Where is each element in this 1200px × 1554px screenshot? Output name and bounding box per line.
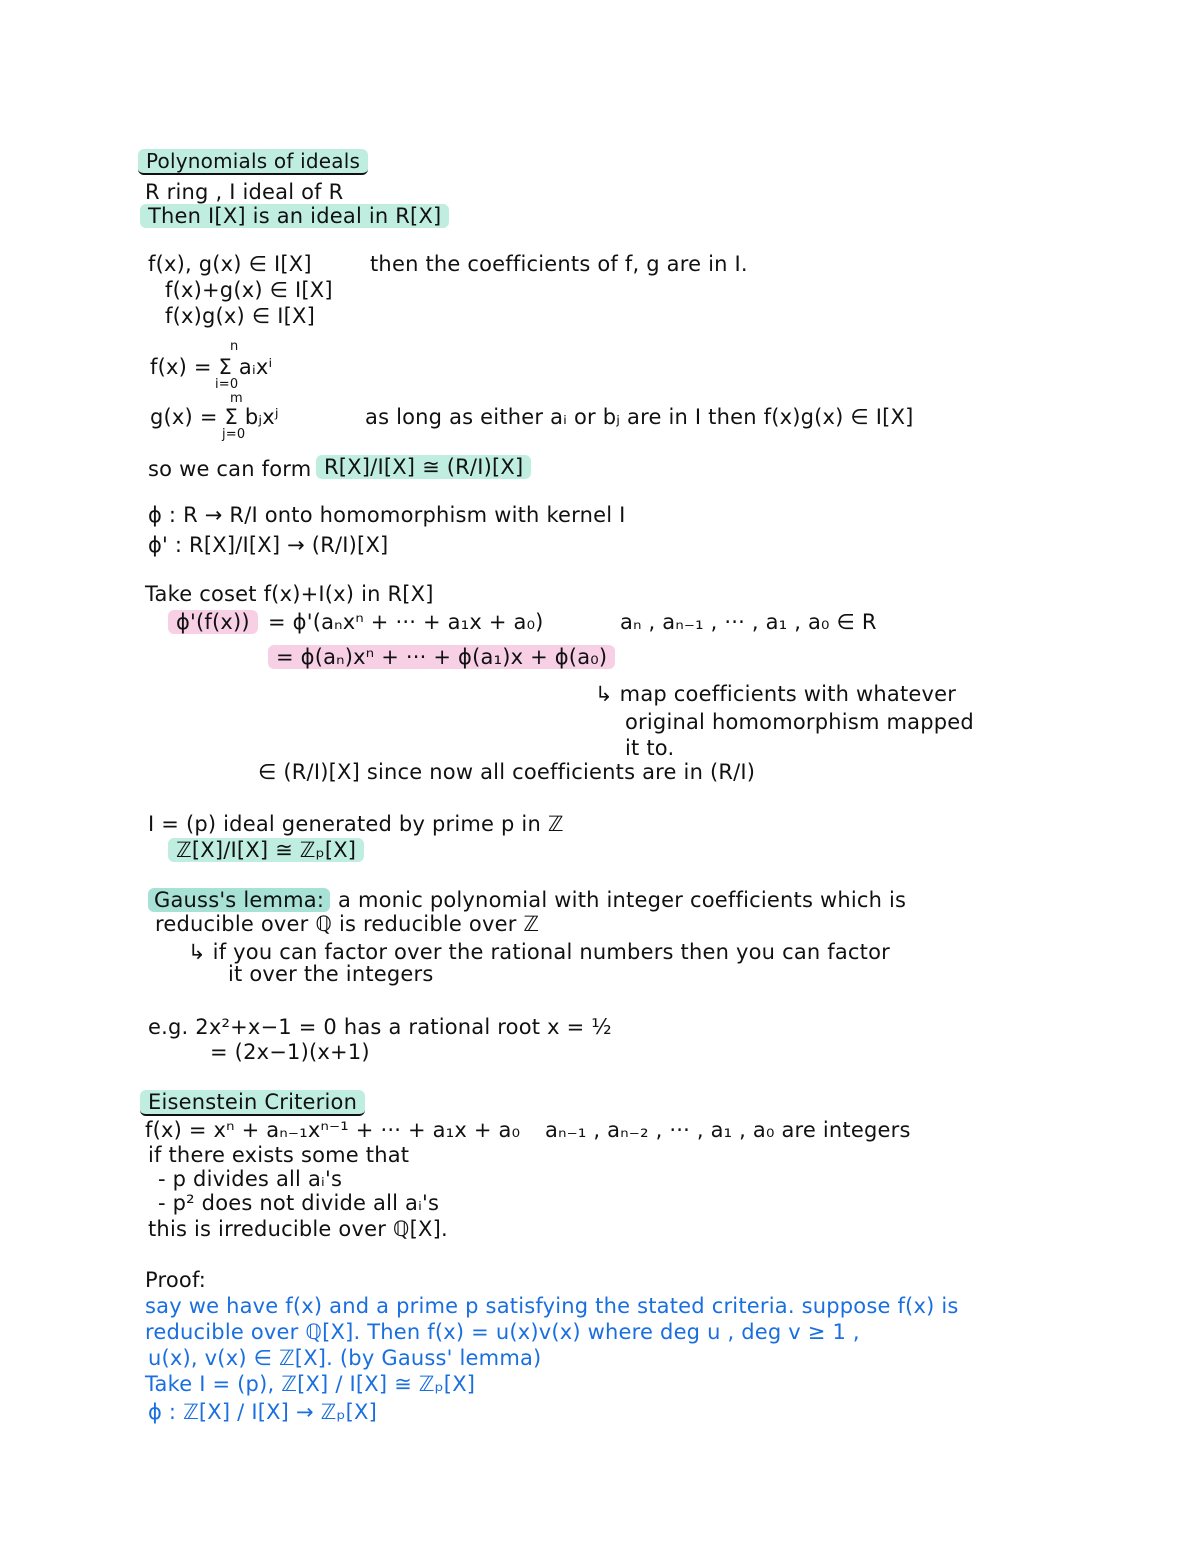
eisenstein-coeffs: aₙ₋₁ , aₙ₋₂ , ··· , a₁ , a₀ are integers (545, 1118, 911, 1142)
proof-line-1: say we have f(x) and a prime p satisfying the stated criteria. suppose f(x) is (145, 1294, 959, 1318)
quotient-iso-text: R[X]/I[X] ≅ (R/I)[X] (316, 455, 531, 479)
coset-arrow-note-1: ↳ map coefficients with whatever (595, 682, 957, 706)
quotient-prefix: so we can form (148, 457, 312, 481)
closure-line-1: f(x), g(x) ∈ I[X] (148, 252, 312, 276)
example-line-2: = (2x−1)(x+1) (210, 1040, 370, 1064)
closure-product: f(x)g(x) ∈ I[X] (165, 304, 315, 328)
coset-lhs-text: ϕ'(f(x)) (168, 610, 258, 634)
coset-arrow-note-3: it to. (625, 736, 675, 760)
prime-ideal-line: I = (p) ideal generated by prime p in ℤ (148, 812, 564, 836)
gauss-text-2: reducible over ℚ is reducible over ℤ (155, 912, 540, 936)
closure-note: then the coefficients of f, g are in I. (370, 252, 748, 276)
eisenstein-label-text: Eisenstein Criterion (140, 1090, 365, 1116)
intro-line-2-text: Then I[X] is an ideal in R[X] (140, 204, 449, 228)
phi-prime-line: ϕ' : R[X]/I[X] → (R/I)[X] (148, 533, 389, 557)
heading-text: Polynomials of ideals (138, 149, 368, 175)
section-heading (138, 150, 368, 173)
prime-ideal-iso-text: ℤ[X]/I[X] ≅ ℤₚ[X] (168, 838, 364, 862)
coset-rhs-1: = ϕ'(aₙxⁿ + ··· + a₁x + a₀) (268, 610, 544, 634)
sums-note: as long as either aᵢ or bⱼ are in I then f(x)g(x) ∈ I[X] (365, 405, 914, 429)
coset-take: Take coset f(x)+I(x) in R[X] (145, 582, 434, 606)
proof-line-2: reducible over ℚ[X]. Then f(x) = u(x)v(x) where deg u , deg v ≥ 1 , (145, 1320, 860, 1344)
example-line-1: e.g. 2x²+x−1 = 0 has a rational root x = ½ (148, 1015, 612, 1039)
g-sum-definition: g(x) = Σ bⱼxʲ (150, 405, 279, 429)
gauss-label (148, 888, 330, 912)
gauss-label-text: Gauss's lemma: (148, 888, 330, 912)
intro-line-1: R ring , I ideal of R (145, 180, 344, 204)
phi-line: ϕ : R → R/I onto homomorphism with kernel I (148, 503, 626, 527)
coset-lhs (168, 610, 258, 634)
gauss-text-1: a monic polynomial with integer coefficients which is (338, 888, 907, 912)
closure-sum: f(x)+g(x) ∈ I[X] (165, 278, 333, 302)
f-sum-definition: f(x) = Σ aᵢxⁱ (150, 355, 273, 379)
quotient-iso (316, 455, 531, 479)
eisenstein-cond-1: - p divides all aᵢ's (158, 1167, 343, 1191)
eisenstein-cond-intro: if there exists some that (148, 1143, 410, 1167)
g-sum-upper: m (230, 391, 243, 406)
proof-line-3: u(x), v(x) ∈ ℤ[X]. (by Gauss' lemma) (148, 1346, 542, 1370)
prime-ideal-iso (168, 838, 364, 862)
coset-arrow-note-2: original homomorphism mapped (625, 710, 974, 734)
eisenstein-result: this is irreducible over ℚ[X]. (148, 1217, 448, 1241)
f-sum-lower: i=0 (215, 377, 239, 392)
proof-line-5: ϕ : ℤ[X] / I[X] → ℤₚ[X] (148, 1400, 378, 1424)
f-sum-upper: n (230, 339, 239, 354)
proof-line-4: Take I = (p), ℤ[X] / I[X] ≅ ℤₚ[X] (145, 1372, 476, 1396)
eisenstein-poly: f(x) = xⁿ + aₙ₋₁xⁿ⁻¹ + ··· + a₁x + a₀ (145, 1118, 521, 1142)
eisenstein-label (140, 1090, 365, 1114)
g-sum-lower: j=0 (222, 427, 246, 442)
coset-coefficients: aₙ , aₙ₋₁ , ··· , a₁ , a₀ ∈ R (620, 610, 877, 634)
intro-line-2 (140, 204, 449, 228)
coset-rhs-2 (268, 645, 615, 669)
gauss-note-1: ↳ if you can factor over the rational numbers then you can factor (188, 940, 890, 964)
proof-label: Proof: (145, 1268, 207, 1292)
gauss-note-2: it over the integers (228, 962, 434, 986)
coset-conclusion: ∈ (R/I)[X] since now all coefficients are in (R/I) (258, 760, 756, 784)
eisenstein-cond-2: - p² does not divide all aᵢ's (158, 1191, 440, 1215)
coset-rhs-2-text: = ϕ(aₙ)xⁿ + ··· + ϕ(a₁)x + ϕ(a₀) (268, 645, 615, 669)
